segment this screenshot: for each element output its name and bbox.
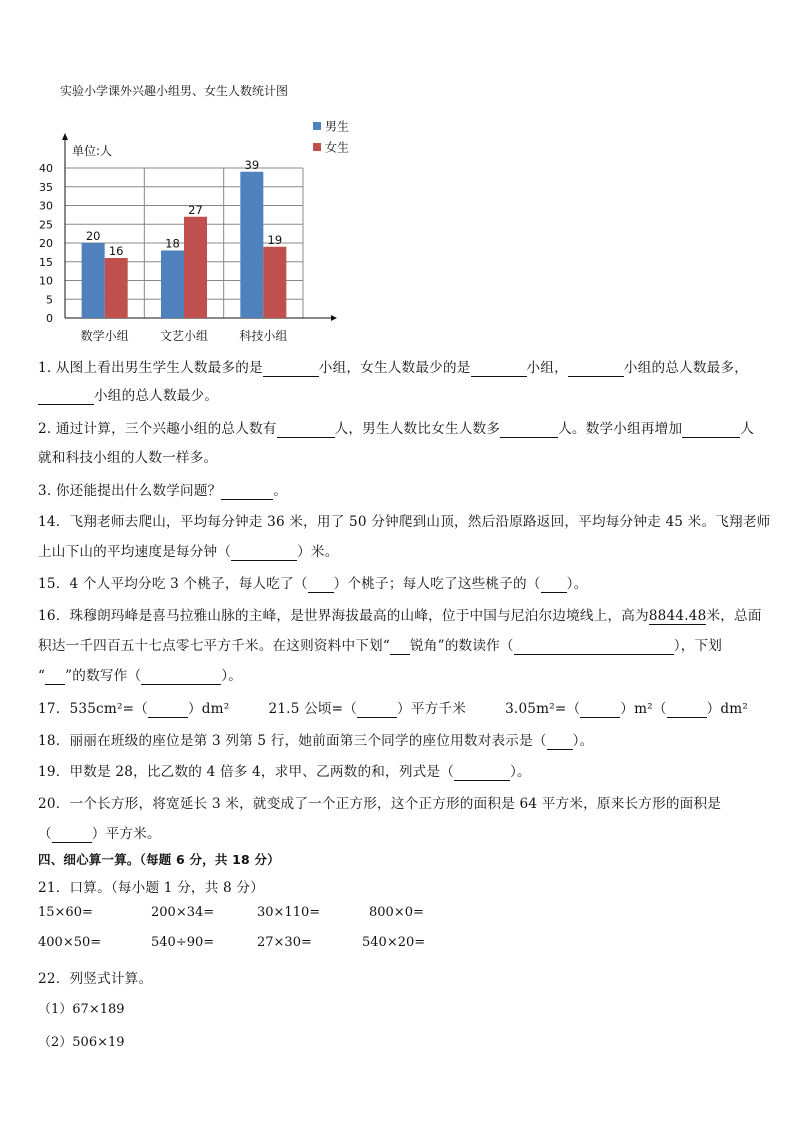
question-22-title: 22．列竖式计算。 (38, 971, 153, 987)
question-16-cont: 积达一千四百五十七点零七平方千米。在这则资料中下划“ 锐角”的数读作（ ），下划 (38, 638, 723, 654)
legend-swatch (313, 143, 321, 151)
calc-item: 30×110= (257, 905, 321, 920)
question-20-cont: （ ）平方米。 (38, 826, 161, 842)
x-tick-label: 数学小组 (80, 329, 129, 343)
question-1: 1. 从图上看出男生学生人数最多的是 小组，女生人数最少的是 小组， 小组的总人数最多， (38, 360, 749, 376)
question-20: 20．一个长方形，将宽延长 3 米，就变成了一个正方形，这个正方形的面积是 64 平方米，原来长方形的面积是 (38, 796, 722, 812)
calc-item: 540÷90= (151, 935, 215, 950)
blank[interactable] (500, 421, 558, 438)
question-2: 2. 通过计算，三个兴趣小组的总人数有 人，男生人数比女生人数多 人。数学小组再增加 人 (38, 421, 755, 437)
bar-girls (105, 258, 128, 318)
question-15: 15．4 个人平均分吃 3 个桃子，每人吃了（ ）个桃子；每人吃了这些桃子的（ ）。 (38, 576, 588, 592)
blank[interactable] (263, 360, 319, 377)
chart-title: 实验小学课外兴趣小组男、女生人数统计图 (60, 84, 289, 98)
legend-label: 男生 (325, 119, 350, 134)
blank[interactable] (390, 638, 410, 655)
y-tick-label: 15 (39, 255, 53, 269)
question-21-title: 21．口算。（每小题 1 分，共 8 分） (38, 880, 264, 896)
calc-item: 15×60= (38, 905, 93, 920)
calc-item: 27×30= (257, 935, 312, 950)
question-14-cont: 上山下山的平均速度是每分钟（ ）米。 (38, 544, 339, 560)
blank[interactable] (38, 388, 94, 405)
data-label: 18 (165, 236, 180, 251)
y-tick-label: 25 (39, 218, 53, 232)
blank[interactable] (141, 668, 221, 685)
question-3: 3. 你还能提出什么数学问题？ 。 (38, 483, 288, 499)
question-16: 16．珠穆朗玛峰是喜马拉雅山脉的主峰，是世界海拔最高的山峰，位于中国与尼泊尔边境线上，高为8844.48米，总面 (38, 608, 762, 624)
vertical-calc-item: （1）67×189 (38, 1002, 125, 1017)
question-18: 18．丽丽在班级的座位是第 3 列第 5 行，她前面第三个同学的座位用数对表示是（ ）。 (38, 733, 594, 749)
bar-boys (161, 251, 184, 319)
blank[interactable] (471, 360, 527, 377)
x-tick-label: 科技小组 (239, 329, 288, 343)
question-2-cont: 就和科技小组的人数一样多。 (38, 450, 218, 466)
underlined-height: 8844.48 (648, 608, 707, 624)
question-16-cont2: “ ”的数写作（ ）。 (38, 668, 243, 684)
bar-chart (30, 110, 360, 348)
blank[interactable] (541, 576, 567, 593)
bar-boys (82, 243, 105, 318)
section-4-heading: 四、细心算一算。（每题 6 分，共 18 分） (38, 852, 280, 867)
question-17: 17．535cm²=（ ）dm² 21.5 公顷=（ ）平方千米 3.05m²=（ ）m²（ ）dm² (38, 701, 749, 717)
blank[interactable] (148, 701, 188, 718)
bar-boys (240, 172, 263, 318)
blank[interactable] (277, 421, 335, 438)
blank[interactable] (231, 544, 297, 561)
blank[interactable] (514, 638, 674, 655)
y-axis-label: 单位:人 (72, 144, 113, 158)
calc-item: 200×34= (151, 905, 215, 920)
y-axis-arrow (62, 133, 68, 140)
question-14: 14．飞翔老师去爬山，平均每分钟走 36 米，用了 50 分钟爬到山顶，然后沿原路返回，平均每分钟走 45 米。飞翔老师 (38, 514, 771, 530)
question-1-cont: 小组的总人数最少。 (38, 384, 218, 405)
y-tick-label: 35 (39, 180, 53, 194)
calc-item: 800×0= (369, 905, 424, 920)
bar-girls (263, 247, 286, 318)
blank[interactable] (454, 764, 510, 781)
data-label: 39 (244, 157, 260, 172)
data-label: 16 (108, 244, 124, 258)
y-tick-label: 20 (39, 237, 53, 250)
legend-label: 女生 (325, 140, 350, 155)
blank[interactable] (221, 483, 273, 500)
blank[interactable] (547, 733, 573, 750)
x-tick-label: 文艺小组 (159, 329, 209, 343)
data-label: 27 (188, 202, 203, 217)
y-tick-label: 10 (39, 274, 53, 288)
blank[interactable] (308, 576, 334, 593)
data-label: 20 (85, 229, 101, 243)
legend-swatch (313, 122, 321, 130)
blank[interactable] (682, 421, 740, 438)
y-tick-label: 5 (46, 293, 53, 307)
blank[interactable] (568, 360, 624, 377)
vertical-calc-item: （2）506×19 (38, 1035, 125, 1050)
y-tick-label: 40 (39, 162, 53, 175)
blank[interactable] (667, 701, 707, 718)
blank[interactable] (580, 701, 620, 718)
bar-girls (184, 217, 207, 318)
blank[interactable] (357, 701, 397, 718)
y-tick-label: 30 (39, 199, 53, 213)
x-axis-arrow (331, 315, 337, 321)
question-19: 19．甲数是 28，比乙数的 4 倍多 4，求甲、乙两数的和，列式是（ ）。 (38, 764, 531, 780)
y-tick-label: 0 (46, 312, 53, 325)
calc-item: 540×20= (362, 935, 426, 950)
blank[interactable] (45, 668, 65, 685)
data-label: 19 (267, 232, 283, 247)
calc-item: 400×50= (38, 935, 102, 950)
blank[interactable] (52, 826, 92, 843)
